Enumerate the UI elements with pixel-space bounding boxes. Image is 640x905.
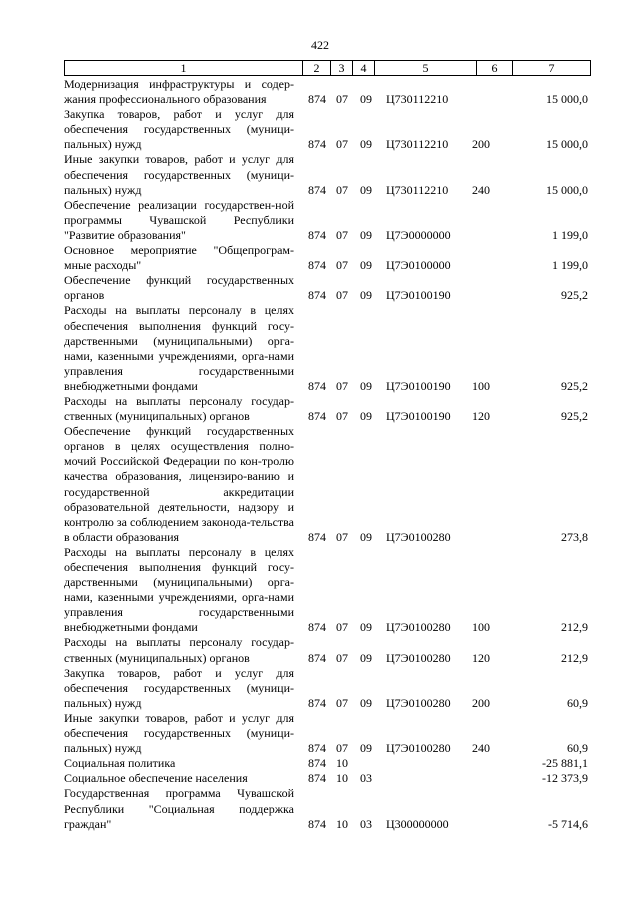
row-c6: 200: [472, 695, 490, 710]
row-c2: 874: [308, 258, 326, 273]
row-c7: 212,9: [561, 650, 588, 665]
row-c5: Ц730112210: [386, 137, 449, 152]
row-c3: 10: [336, 756, 348, 771]
header-col-4: 4: [353, 61, 375, 75]
row-c2: 874: [308, 92, 326, 107]
row-description: Обеспечение реализации государствен-ной программы Чувашской Республики "Развитие образования": [64, 197, 294, 242]
header-col-5: 5: [375, 61, 477, 75]
row-c6: 200: [472, 137, 490, 152]
row-description: Иные закупки товаров, работ и услуг для обеспечения государственных (муници-пальных) нужд: [64, 152, 294, 197]
row-description: Расходы на выплаты персоналу в целях обеспечения выполнения функций госу-дарственными (муниципальными) орга-нами, казенными учреждениями, орга-нами управления государственными внебюджетными фондами: [64, 544, 294, 635]
row-c2: 874: [308, 756, 326, 771]
row-c7: 925,2: [561, 409, 588, 424]
row-c4: 09: [360, 409, 372, 424]
row-c3: 10: [336, 771, 348, 786]
row-c2: 874: [308, 227, 326, 242]
table-row: [64, 635, 591, 665]
row-c5: Ц7Э0100000: [386, 258, 451, 273]
row-description: Социальное обеспечение населения: [64, 771, 248, 786]
row-c7: 15 000,0: [546, 92, 588, 107]
row-c3: 10: [336, 816, 348, 831]
table-row: [64, 273, 591, 303]
header-col-7: 7: [548, 61, 555, 75]
row-description: Обеспечение функций государственных органов: [64, 273, 294, 303]
row-c3: 07: [336, 695, 348, 710]
row-c5: Ц730112210: [386, 182, 449, 197]
row-c3: 07: [336, 409, 348, 424]
row-description: Обеспечение функций государственных органов в целях осуществления полно-мочий Российской Федерации по кон-тролю качества образования, лицензиро-ванию и государственной аккредитации образовательной деятельности, надзору и контролю за соблюдением законода-тельства в области образования: [64, 424, 294, 544]
row-c5: Ц7Э0100190: [386, 288, 451, 303]
row-c6: 120: [472, 650, 490, 665]
table-row: [64, 545, 591, 636]
row-c6: 240: [472, 182, 490, 197]
row-c3: 07: [336, 741, 348, 756]
row-c2: 874: [308, 741, 326, 756]
header-col-2: 2: [303, 61, 331, 75]
row-c5: Ц7Э0100280: [386, 650, 451, 665]
table-row: [64, 394, 591, 424]
row-description: Расходы на выплаты персоналу государ-ственных (муниципальных) органов: [64, 635, 294, 665]
row-c7: 925,2: [561, 288, 588, 303]
row-c7: -25 881,1: [542, 756, 588, 771]
row-c4: 09: [360, 258, 372, 273]
row-c7: 1 199,0: [552, 227, 588, 242]
row-c5: Ц7Э0100190: [386, 378, 451, 393]
table-row: [64, 711, 591, 756]
table-body: [64, 77, 591, 832]
row-c3: 07: [336, 92, 348, 107]
table-row: [64, 424, 591, 545]
row-c3: 07: [336, 288, 348, 303]
row-c5: Ц7Э0100280: [386, 695, 451, 710]
row-c4: 09: [360, 650, 372, 665]
row-c4: 09: [360, 620, 372, 635]
header-col-6: 6: [477, 61, 513, 75]
row-c4: 09: [360, 378, 372, 393]
row-c2: 874: [308, 695, 326, 710]
row-c7: 60,9: [567, 741, 588, 756]
table-row: [64, 243, 591, 273]
row-c7: 212,9: [561, 620, 588, 635]
row-c2: 874: [308, 288, 326, 303]
row-c2: 874: [308, 816, 326, 831]
row-c4: 09: [360, 288, 372, 303]
row-c4: 09: [360, 182, 372, 197]
row-c3: 07: [336, 182, 348, 197]
row-description: Закупка товаров, работ и услуг для обеспечения государственных (муници-пальных) нужд: [64, 107, 294, 152]
row-c5: Ц7Э0100280: [386, 529, 451, 544]
table-row: [64, 756, 591, 771]
row-c5: Ц7Э0100280: [386, 741, 451, 756]
row-description: Закупка товаров, работ и услуг для обеспечения государственных (муници-пальных) нужд: [64, 665, 294, 710]
row-c4: 09: [360, 227, 372, 242]
row-c7: 15 000,0: [546, 137, 588, 152]
row-c5: Ц730112210: [386, 92, 449, 107]
row-c2: 874: [308, 529, 326, 544]
table-row: [64, 786, 591, 831]
row-c4: 09: [360, 92, 372, 107]
row-c4: 03: [360, 771, 372, 786]
row-c3: 07: [336, 227, 348, 242]
row-c7: 1 199,0: [552, 258, 588, 273]
row-c3: 07: [336, 650, 348, 665]
row-c3: 07: [336, 258, 348, 273]
row-c6: 120: [472, 409, 490, 424]
row-c4: 03: [360, 816, 372, 831]
row-c2: 874: [308, 409, 326, 424]
row-c6: 100: [472, 378, 490, 393]
header-col-3: 3: [331, 61, 353, 75]
row-description: Основное мероприятие "Общепрограм-мные расходы": [64, 243, 294, 273]
row-c5: Ц7Э0000000: [386, 227, 451, 242]
row-c2: 874: [308, 137, 326, 152]
row-description: Иные закупки товаров, работ и услуг для обеспечения государственных (муници-пальных) нужд: [64, 710, 294, 756]
row-c4: 09: [360, 137, 372, 152]
page-number: 422: [311, 38, 329, 52]
row-c7: 60,9: [567, 695, 588, 710]
row-c2: 874: [308, 182, 326, 197]
row-c2: 874: [308, 620, 326, 635]
row-c2: 874: [308, 650, 326, 665]
row-c7: -12 373,9: [542, 771, 588, 786]
row-c3: 07: [336, 378, 348, 393]
row-c5: Ц7Э0100280: [386, 620, 451, 635]
header-col-1: 1: [65, 61, 303, 75]
table-row: [64, 152, 591, 197]
row-c6: 100: [472, 620, 490, 635]
row-c4: 09: [360, 695, 372, 710]
row-c7: 925,2: [561, 378, 588, 393]
row-c2: 874: [308, 771, 326, 786]
row-c4: 09: [360, 529, 372, 544]
table-row: [64, 198, 591, 243]
row-c5: Ц7Э0100190: [386, 409, 451, 424]
table-header: [64, 60, 591, 76]
row-c3: 07: [336, 137, 348, 152]
table-row: [64, 107, 591, 152]
row-c7: 15 000,0: [546, 182, 588, 197]
row-description: Расходы на выплаты персоналу государ-ственных (муниципальных) органов: [64, 393, 294, 424]
row-c7: -5 714,6: [548, 816, 588, 831]
row-description: Государственная программа Чувашской Республики "Социальная поддержка граждан": [64, 786, 294, 831]
table-row: [64, 303, 591, 394]
row-description: Социальная политика: [64, 756, 176, 771]
row-c4: 09: [360, 741, 372, 756]
table-row: [64, 771, 591, 786]
row-c5: Ц300000000: [386, 816, 449, 831]
row-description: Модернизация инфраструктуры и содер-жания профессионального образования: [64, 77, 294, 107]
row-c3: 07: [336, 620, 348, 635]
row-c6: 240: [472, 741, 490, 756]
row-description: Расходы на выплаты персоналу в целях обеспечения выполнения функций госу-дарственными (муниципальными) орга-нами, казенными учреждениями, орга-нами управления государственными внебюджетными фондами: [64, 303, 294, 393]
table-row: [64, 666, 591, 711]
row-c2: 874: [308, 378, 326, 393]
row-c3: 07: [336, 529, 348, 544]
row-c7: 273,8: [561, 529, 588, 544]
table-row: [64, 77, 591, 107]
